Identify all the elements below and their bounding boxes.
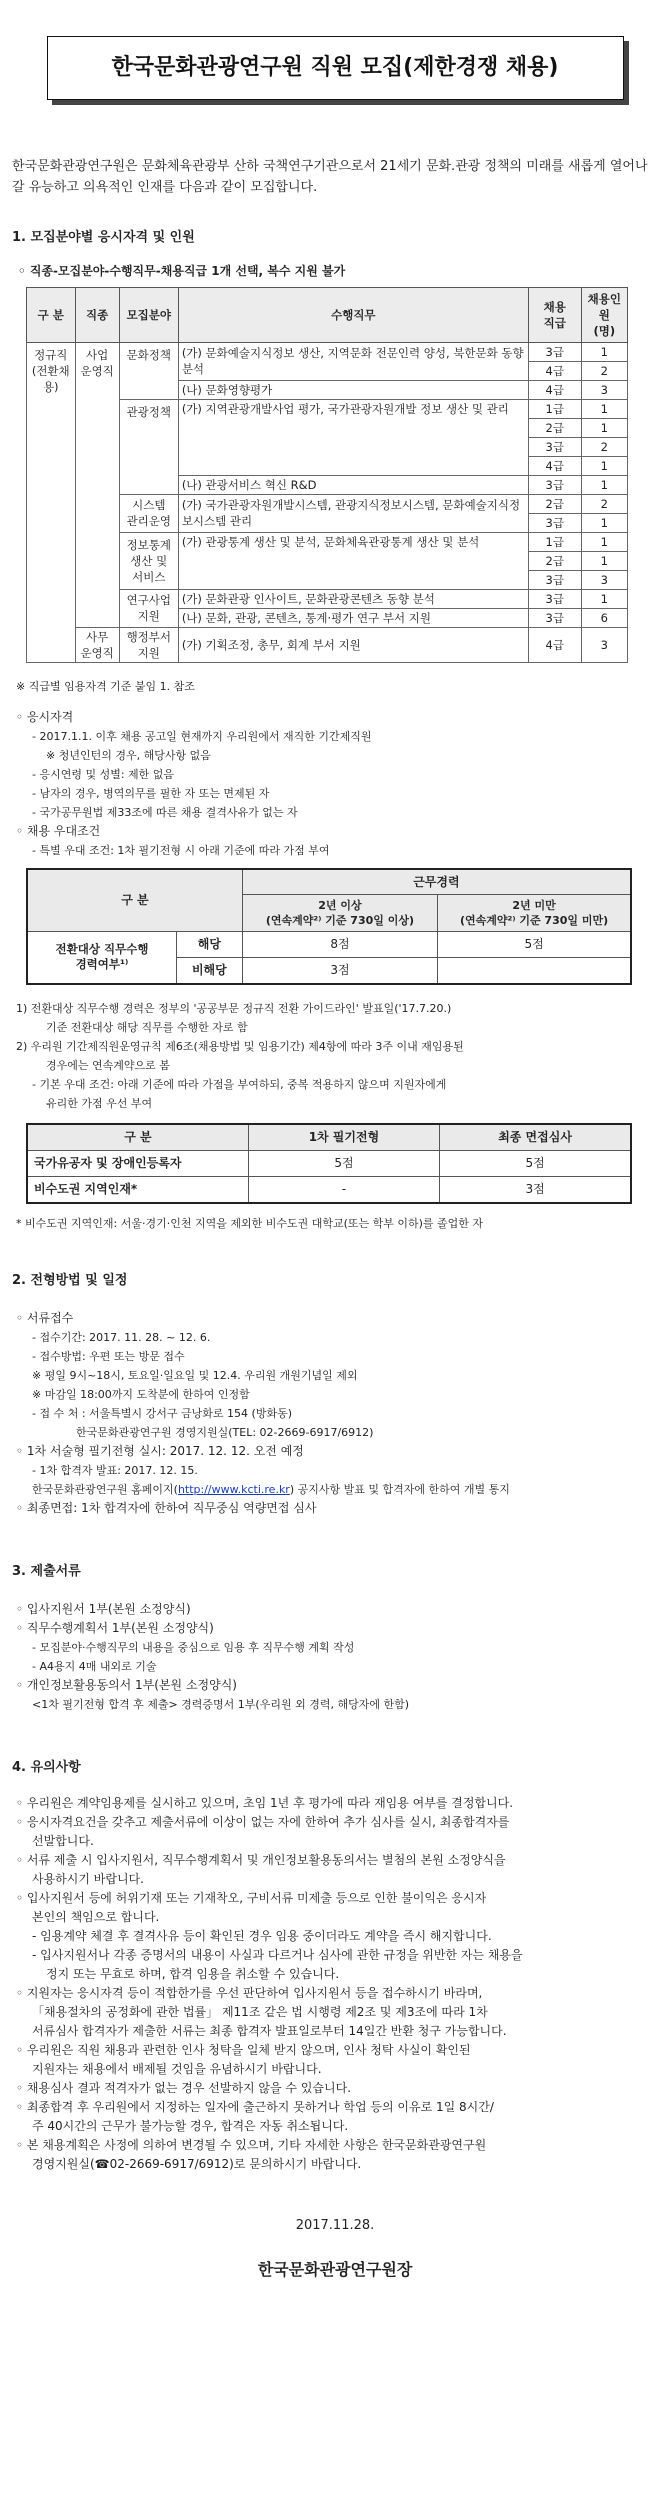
- table-row: [27, 1124, 631, 1151]
- duty-cell: (나) 관광서비스 혁신 R&D: [178, 475, 528, 494]
- cell-value: 3점: [440, 1176, 631, 1203]
- col-header: 직종: [75, 287, 119, 342]
- schedule-line: ※ 마감일 18:00까지 도착분에 한하여 인정함: [32, 1387, 250, 1401]
- schedule-line: - 접 수 처 : 서울특별시 강서구 금낭화로 154 (방화동): [32, 1406, 292, 1420]
- col-header: 최종 면접심사: [440, 1124, 631, 1151]
- grade-cell: 2급: [528, 551, 581, 570]
- notice-line: ◦ 우리원은 계약임용제를 실시하고 있으며, 초임 1년 후 평가에 따라 재임용 여부를 결정합니다.: [16, 1795, 514, 1810]
- grade-cell: 4급: [528, 456, 581, 475]
- basic-bonus-note: * 비수도권 지역인재: 서울·경기·인천 지역을 제외한 비수도권 대학교(또는 학부 이하)를 졸업한 자: [16, 1216, 484, 1230]
- duty-cell: (가) 문화예술지식정보 생산, 지역문화 전문인력 양성, 북한문화 동향 분석: [178, 342, 528, 380]
- grade-cell: 4급: [528, 380, 581, 399]
- grade-cell: 3급: [528, 437, 581, 456]
- homepage-suffix: ) 공지사항 발표 및 합격자에 한하여 개별 통지: [289, 1482, 510, 1496]
- notice-line: - 입사지원서나 각종 증명서의 내용이 사실과 다르거나 심사에 관한 규정을 위반한 자는 채용을: [32, 1947, 523, 1962]
- grade-cell: 3급: [528, 513, 581, 532]
- col-header: 채용 직급: [528, 287, 581, 342]
- table-row: [27, 342, 628, 361]
- row-label: 국가유공자 및 장애인등록자: [27, 1150, 248, 1176]
- notice-line: ◦ 최종합격 후 우리원에서 지정하는 일자에 출근하지 못하거나 학업 등의 이유로 1일 8시간/: [16, 2099, 494, 2114]
- footnote-line: 1) 전환대상 직무수행 경력은 정부의 '공공부문 정규직 전환 가이드라인' 발표일('17.7.20.): [16, 1001, 452, 1015]
- special-bonus-table: [26, 868, 632, 985]
- bonus-no-label: 비해당: [176, 957, 242, 983]
- document-line: ◦ 입사지원서 1부(본원 소정양식): [16, 1601, 191, 1616]
- jikjong-cell: 사무 운영직: [75, 627, 119, 662]
- jikjong-cell: 사업 운영직: [75, 342, 119, 627]
- count-cell: 1: [581, 513, 627, 532]
- count-cell: 6: [581, 608, 627, 627]
- preference-line: - 특별 우대 조건: 1차 필기전형 시 아래 기준에 따라 가점 부여: [32, 843, 330, 857]
- document-line: ◦ 개인정보활용동의서 1부(본원 소정양식): [16, 1677, 237, 1692]
- document-line: - 모집분야·수행직무의 내용을 중심으로 임용 후 직무수행 계획 작성: [32, 1640, 355, 1654]
- table-row: [27, 1176, 631, 1203]
- footnote-line: 2) 우리원 기간제직원운영규칙 제6조(채용방법 및 임용기간) 제4항에 따라 3주 이내 재임용된: [16, 1039, 464, 1053]
- table-row: [27, 1150, 631, 1176]
- table-row: [27, 932, 631, 958]
- duty-cell: (가) 기획조정, 총무, 회계 부서 지원: [178, 627, 528, 662]
- bonus-col-header: 2년 미만 (연속계약²⁾ 기준 730일 미만): [438, 895, 631, 932]
- duty-cell: (가) 국가관광자원개발시스템, 관광지식정보시스템, 문화예술지식정보시스템 관리: [178, 494, 528, 532]
- table-row: [27, 627, 628, 662]
- notice-line: ◦ 입사지원서 등에 허위기재 또는 기재착오, 구비서류 미제출 등으로 인한 불이익은 응시자: [16, 1890, 487, 1905]
- notice-line: ◦ 본 채용계획은 사정에 의하여 변경될 수 있으며, 기타 자세한 사항은 한국문화관광연구원: [16, 2137, 487, 2152]
- count-cell: 1: [581, 399, 627, 418]
- count-cell: 2: [581, 361, 627, 380]
- cell-value: 5점: [440, 1150, 631, 1176]
- bonus-value: 8점: [242, 932, 437, 958]
- grade-cell: 4급: [528, 361, 581, 380]
- duty-cell: (가) 관광통계 생산 및 분석, 문화체육관광통계 생산 및 분석: [178, 532, 528, 589]
- field-cell: 행정부서 지원: [119, 627, 178, 662]
- bonus-career-header: 근무경력: [242, 869, 631, 895]
- field-cell: 정보통계 생산 및 서비스: [119, 532, 178, 589]
- notice-line: ◦ 응시자격요건을 갖추고 제출서류에 이상이 없는 자에 한하여 추가 심사를 실시, 최종합격자를: [16, 1814, 510, 1829]
- signature: 한국문화관광연구원장: [257, 2260, 413, 2280]
- section-1-subheading: ◦ 직종-모집분야-수행직무-채용직급 1개 선택, 복수 지원 불가: [18, 264, 346, 279]
- notice-line: ◦ 채용심사 결과 적격자가 없는 경우 선발하지 않을 수 있습니다.: [16, 2080, 352, 2095]
- qualification-line: - 남자의 경우, 병역의무를 필한 자 또는 면제된 자: [32, 786, 270, 800]
- bonus-row-label: 전환대상 직무수행 경력여부¹⁾: [27, 932, 176, 984]
- duty-cell: (나) 문화, 관광, 콘텐츠, 통계·평가 연구 부서 지원: [178, 608, 528, 627]
- cell-value: -: [248, 1176, 439, 1203]
- qualification-line: ※ 청년인턴의 경우, 해당사항 없음: [46, 748, 211, 762]
- notice-line: 사용하시기 바랍니다.: [32, 1871, 144, 1886]
- homepage-link[interactable]: http://www.kcti.re.kr: [177, 1482, 290, 1496]
- bonus-value: 3점: [242, 957, 437, 983]
- table-row: [27, 869, 631, 895]
- grade-cell: 3급: [528, 342, 581, 361]
- page-title: 한국문화관광연구원 직원 모집(제한경쟁 채용): [47, 36, 624, 100]
- section-3-heading: 3. 제출서류: [12, 1563, 81, 1579]
- count-cell: 1: [581, 418, 627, 437]
- grade-cell: 2급: [528, 494, 581, 513]
- duty-cell: (가) 문화관광 인사이트, 문화관광콘텐츠 동향 분석: [178, 589, 528, 608]
- schedule-line: ◦ 최종면접: 1차 합격자에 한하여 직무중심 역량면접 심사: [16, 1500, 317, 1515]
- footnote-line: 기준 전환대상 해당 직무를 수행한 자로 함: [46, 1020, 248, 1034]
- basic-bonus-table: [26, 1123, 632, 1204]
- count-cell: 3: [581, 380, 627, 399]
- col-header: 수행직무: [178, 287, 528, 342]
- qualification-line: - 2017.1.1. 이후 채용 공고일 현재까지 우리원에서 재직한 기간제직원: [32, 729, 372, 743]
- notice-line: 서류심사 합격자가 제출한 서류는 최종 합격자 발표일로부터 14일간 반환 청구 가능합니다.: [32, 2023, 507, 2038]
- grade-cell: 1급: [528, 532, 581, 551]
- table-note: ※ 직급별 임용자격 기준 붙임 1. 참조: [16, 679, 195, 693]
- document-line: - A4용지 4매 내외로 기술: [32, 1659, 157, 1673]
- col-header: 1차 필기전형: [248, 1124, 439, 1151]
- homepage-prefix: 한국문화관광연구원 홈페이지(: [32, 1482, 178, 1496]
- grade-cell: 3급: [528, 589, 581, 608]
- gubun-cell: 정규직 (전환채용): [27, 342, 76, 662]
- schedule-line: - 접수기간: 2017. 11. 28. ~ 12. 6.: [32, 1330, 211, 1344]
- notice-line: 선발합니다.: [32, 1833, 94, 1848]
- section-2-heading: 2. 전형방법 및 일정: [12, 1272, 128, 1288]
- duty-cell: (나) 문화영향평가: [178, 380, 528, 399]
- count-cell: 3: [581, 570, 627, 589]
- document-line: <1차 필기전형 합격 후 제출> 경력증명서 1부(우리원 외 경력, 해당자에 한함): [32, 1697, 410, 1711]
- schedule-line: [16, 1480, 670, 1499]
- count-cell: 1: [581, 456, 627, 475]
- grade-cell: 3급: [528, 608, 581, 627]
- intro-paragraph: 한국문화관광연구원은 문화체육관광부 산하 국책연구기관으로서 21세기 문화.관광 정책의 미래를 새롭게 열어나갈 유능하고 의욕적인 인재를 다음과 같이 모집합니다.: [12, 159, 648, 195]
- bonus-yes-label: 해당: [176, 932, 242, 958]
- notice-line: 정지 또는 무효로 하며, 합격 임용을 취소할 수 있습니다.: [46, 1966, 340, 1981]
- grade-cell: 4급: [528, 627, 581, 662]
- field-cell: 관광정책: [119, 399, 178, 494]
- footnote-line: 유리한 가점 우선 부여: [46, 1096, 153, 1110]
- schedule-line: ◦ 1차 서술형 필기전형 실시: 2017. 12. 12. 오전 예정: [16, 1443, 304, 1458]
- section-4-heading: 4. 유의사항: [12, 1759, 81, 1775]
- schedule-line: ※ 평일 9시~18시, 토요일·일요일 및 12.4. 우리원 개원기념일 제외: [32, 1368, 358, 1382]
- recruitment-table: [26, 287, 628, 663]
- notice-date: 2017.11.28.: [295, 2217, 375, 2233]
- field-cell: 문화정책: [119, 342, 178, 399]
- bonus-value: 5점: [438, 932, 631, 958]
- bonus-gubun-header: 구 분: [27, 869, 242, 932]
- notice-line: 주 40시간의 근무가 불가능할 경우, 합격은 자동 취소됩니다.: [32, 2118, 349, 2133]
- count-cell: 2: [581, 437, 627, 456]
- table-header-row: [27, 287, 628, 342]
- grade-cell: 1급: [528, 399, 581, 418]
- grade-cell: 3급: [528, 475, 581, 494]
- bonus-col-header: 2년 이상 (연속계약²⁾ 기준 730일 이상): [242, 895, 437, 932]
- footnote-line: 경우에는 연속계약으로 봄: [46, 1058, 170, 1072]
- cell-value: 5점: [248, 1150, 439, 1176]
- preference-title: ◦ 채용 우대조건: [16, 823, 101, 838]
- col-header: 구 분: [27, 287, 76, 342]
- notice-line: 「채용절차의 공정화에 관한 법률」 제11조 같은 법 시행령 제2조 및 제3조에 따라 1차: [32, 2004, 488, 2019]
- notice-line: ◦ 지원자는 응시자격 등이 적합한가를 우선 판단하여 입사지원서 등을 접수하시기 바라며,: [16, 1985, 483, 2000]
- notice-line: 지원자는 채용에서 배제될 것임을 유념하시기 바랍니다.: [32, 2061, 322, 2076]
- notice-line: ◦ 서류 제출 시 입사지원서, 직무수행계획서 및 개인정보활용동의서는 별첨의 본원 소정양식을: [16, 1852, 506, 1867]
- count-cell: 1: [581, 551, 627, 570]
- footnote-line: - 기본 우대 조건: 아래 기준에 따라 가점을 부여하되, 중복 적용하지 않으며 지원자에게: [32, 1077, 447, 1091]
- section-1-heading: 1. 모집분야별 응시자격 및 인원: [12, 230, 195, 245]
- schedule-line: - 1차 합격자 발표: 2017. 12. 15.: [32, 1463, 198, 1477]
- qualification-title: ◦ 응시자격: [16, 709, 74, 724]
- count-cell: 3: [581, 627, 627, 662]
- count-cell: 1: [581, 342, 627, 361]
- row-label: 비수도권 지역인재*: [27, 1176, 248, 1203]
- grade-cell: 3급: [528, 570, 581, 589]
- qualification-line: - 국가공무원법 제33조에 따른 채용 결격사유가 없는 자: [32, 805, 298, 819]
- count-cell: 2: [581, 494, 627, 513]
- notice-line: - 임용계약 체결 후 결격사유 등이 확인된 경우 임용 중이더라도 계약을 즉시 해지합니다.: [32, 1928, 492, 1943]
- count-cell: 1: [581, 475, 627, 494]
- count-cell: 1: [581, 589, 627, 608]
- duty-cell: (가) 지역관광개발사업 평가, 국가관광자원개발 정보 생산 및 관리: [178, 399, 528, 475]
- bonus-empty-cell: [438, 957, 631, 983]
- field-cell: 시스템 관리운영: [119, 494, 178, 532]
- schedule-line: 한국문화관광연구원 경영지원실(TEL: 02-2669-6917/6912): [76, 1425, 374, 1439]
- field-cell: 연구사업 지원: [119, 589, 178, 627]
- col-header: 구 분: [27, 1124, 248, 1151]
- schedule-line: - 접수방법: 우편 또는 방문 접수: [32, 1349, 185, 1363]
- col-header: 모집분야: [119, 287, 178, 342]
- schedule-line: ◦ 서류접수: [16, 1310, 74, 1325]
- col-header: 채용인원 (명): [581, 287, 627, 342]
- grade-cell: 2급: [528, 418, 581, 437]
- notice-line: 본인의 책임으로 합니다.: [32, 1909, 160, 1924]
- notice-line: 경영지원실(☎02-2669-6917/6912)로 문의하시기 바랍니다.: [32, 2156, 362, 2171]
- count-cell: 1: [581, 532, 627, 551]
- document-line: ◦ 직무수행계획서 1부(본원 소정양식): [16, 1620, 214, 1635]
- qualification-line: - 응시연령 및 성별: 제한 없음: [32, 767, 175, 781]
- notice-line: ◦ 우리원은 직원 채용과 관련한 인사 청탁을 일체 받지 않으며, 인사 청탁 사실이 확인된: [16, 2042, 471, 2057]
